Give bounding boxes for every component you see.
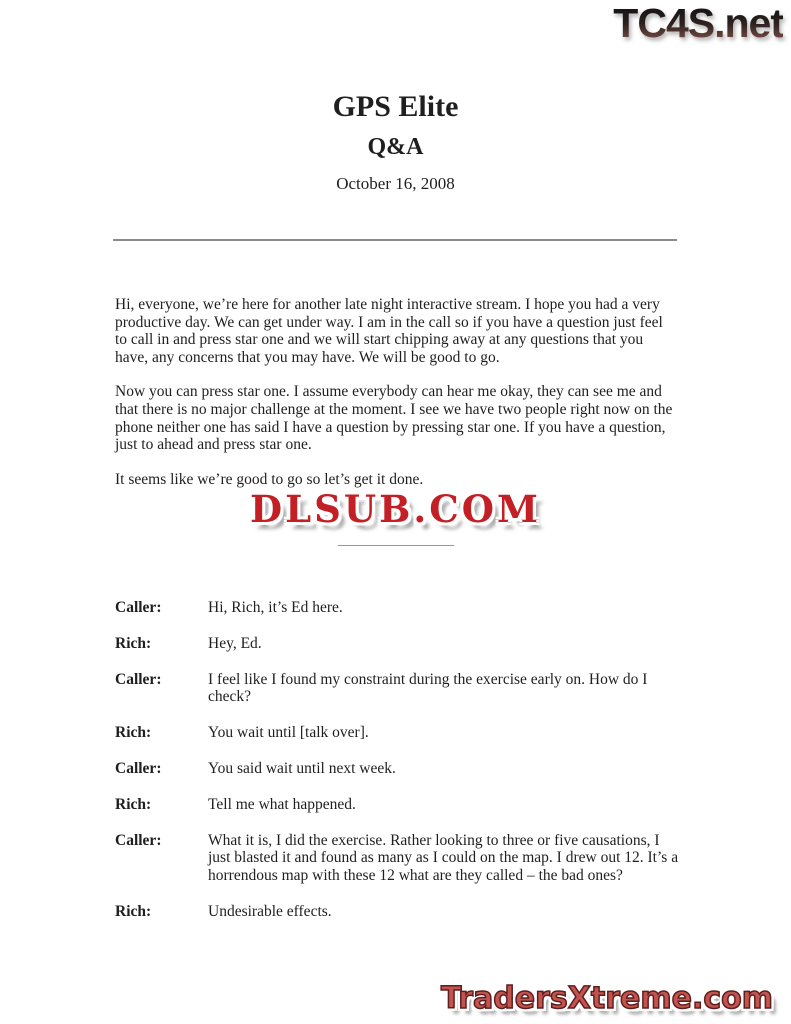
speaker-label: Rich: bbox=[115, 902, 152, 920]
transcript-section bbox=[115, 599, 679, 939]
transcript-entry bbox=[115, 796, 679, 814]
transcript-entry bbox=[115, 599, 679, 617]
transcript-entry bbox=[115, 724, 679, 742]
transcript-entry bbox=[115, 671, 679, 707]
page-subtitle: Q&A bbox=[367, 134, 424, 160]
speaker-text: Hey, Ed. bbox=[208, 634, 262, 652]
speaker-text: Hi, Rich, it’s Ed here. bbox=[208, 599, 343, 616]
horizontal-divider bbox=[113, 239, 677, 241]
intro-paragraph-2: Now you can press star one. I assume everybody can hear me okay, they can see me and that there is no major challenge at the moment. I see we have two people right now on the phone neither one has said I have a question by pressing star one. If you have a question, just to ahead and press star one. bbox=[115, 383, 673, 454]
speaker-text: Undesirable effects. bbox=[208, 902, 332, 920]
dlsub-watermark-logo: DLSUB.COM bbox=[250, 487, 541, 531]
speaker-text: What it is, I did the exercise. Rather looking to three or five causations, I just blasted it and found as many as I could on the map. I drew out 12. It’s a horrendous map with these 12 what are they called – the bad ones? bbox=[208, 831, 679, 885]
small-divider bbox=[338, 545, 454, 546]
speaker-label: Caller: bbox=[115, 759, 162, 777]
speaker-text: I feel like I found my constraint during the exercise early on. How do I check? bbox=[208, 670, 648, 706]
tradersxtreme-watermark-logo: TradersXtreme.com bbox=[441, 981, 773, 1016]
transcript-entry bbox=[115, 832, 679, 885]
document-header bbox=[0, 90, 791, 194]
speaker-label: Rich: bbox=[115, 634, 152, 652]
speaker-text: Tell me what happened. bbox=[208, 795, 356, 813]
speaker-label: Caller: bbox=[115, 831, 162, 849]
document-date: October 16, 2008 bbox=[336, 174, 455, 193]
speaker-label: Rich: bbox=[115, 724, 152, 742]
transcript-entry bbox=[115, 903, 679, 921]
speaker-text: You wait until [talk over]. bbox=[208, 724, 369, 742]
speaker-label: Rich: bbox=[115, 795, 152, 813]
tc4s-watermark-logo: TC4S.net bbox=[613, 0, 783, 46]
page-title: GPS Elite bbox=[332, 90, 459, 123]
transcript-entry bbox=[115, 635, 679, 653]
intro-paragraph-1: Hi, everyone, we’re here for another late night interactive stream. I hope you had a very productive day. We can get under way. I am in the call so if you have a question just feel to call in and press star one and we will start chipping away at any questions that you have, any concerns that you may have. We will be good to go. bbox=[115, 296, 663, 366]
speaker-label: Caller: bbox=[115, 670, 162, 688]
speaker-label: Caller: bbox=[115, 599, 162, 616]
speaker-text: You said wait until next week. bbox=[208, 759, 396, 777]
intro-section bbox=[115, 296, 678, 505]
intro-paragraph-3: It seems like we’re good to go so let’s get it done. bbox=[115, 470, 424, 488]
transcript-entry bbox=[115, 760, 679, 778]
